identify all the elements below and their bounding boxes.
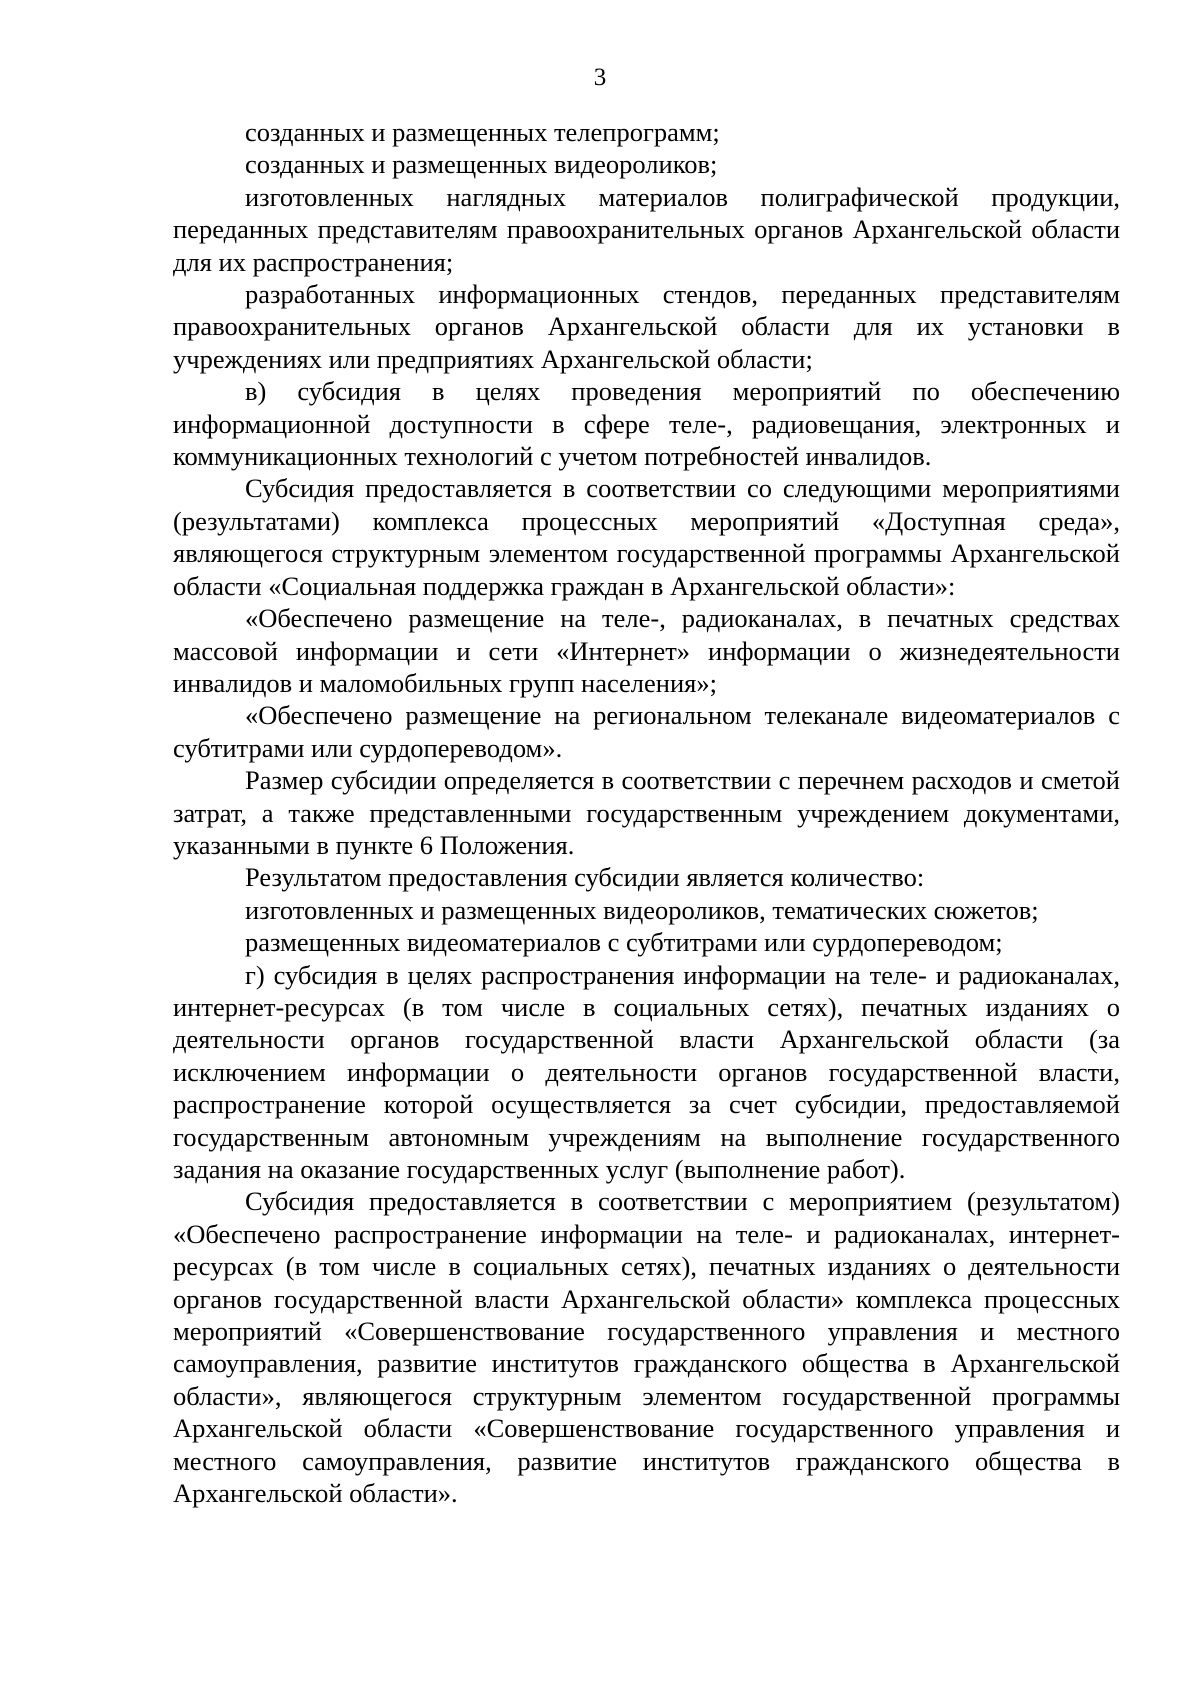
paragraph-12: размещенных видеоматериалов с субтитрами или сурдопереводом; (245, 927, 1003, 958)
paragraph-8: «Обеспечено размещение на региональном телеканале видеоматериалов с субтитрами или сурдопереводом». (173, 700, 1120, 763)
paragraph-1: созданных и размещенных телепрограмм; (245, 117, 720, 147)
document-body (173, 116, 1120, 1509)
paragraph-6: Субсидия предоставляется в соответствии со следующими мероприятиями (результатами) комплекса процессных мероприятий «Доступная среда», являющегося структурным элементом государственной программы Архангельской области «Социальная поддержка граждан в Архангельской области»: (173, 473, 1120, 601)
paragraph-13: г) субсидия в целях распространения информации на теле- и радиоканалах, интернет-ресурсах (в том числе в социальных сетях), печатных изданиях о деятельности органов государственной власти Архангельской области (за исключением информации о деятельности органов государственной власти, распространение которой осуществляется за счет субсидии, предоставляемой государственным автономным учреждениям на выполнение государственного задания на оказание государственных услуг (выполнение работ). (173, 959, 1120, 1184)
paragraph-4: разработанных информационных стендов, переданных представителям правоохранительных органов Архангельской области для их установки в учреждениях или предприятиях Архангельской области; (173, 279, 1120, 374)
paragraph-7: «Обеспечено размещение на теле-, радиоканалах, в печатных средствах массовой информации и сети «Интернет» информации о жизнедеятельности инвалидов и маломобильных групп населения»; (173, 603, 1120, 698)
paragraph-5: в) субсидия в целях проведения мероприятий по обеспечению информационной доступности в сфере теле-, радиовещания, электронных и коммуникационных технологий с учетом потребностей инвалидов. (173, 376, 1120, 472)
paragraph-14: Субсидия предоставляется в соответствии с мероприятием (результатом) «Обеспечено распространение информации на теле- и радиоканалах, интернет-ресурсах (в том числе в социальных сетях), печатных изданиях о деятельности органов государственной власти Архангельской области» комплекса процессных мероприятий «Совершенствование государственного управления и местного самоуправления, развитие институтов гражданского общества в Архангельской области», являющегося структурным элементом государственной программы Архангельской области «Совершенствование государственного управления и местного самоуправления, развитие институтов гражданского общества в Архангельской области». (173, 1186, 1120, 1509)
page-number: 3 (593, 64, 607, 91)
paragraph-2: созданных и размещенных видеороликов; (245, 149, 718, 180)
paragraph-3: изготовленных наглядных материалов полиграфической продукции, переданных представителям правоохранительных органов Архангельской области для их распространения; (173, 181, 1120, 277)
paragraph-11: изготовленных и размещенных видеороликов, тематических сюжетов; (245, 894, 1039, 925)
paragraph-9: Размер субсидии определяется в соответствии с перечнем расходов и сметой затрат, а также представленными государственным учреждением документами, указанными в пункте 6 Положения. (173, 765, 1120, 860)
paragraph-10: Результатом предоставления субсидии является количество: (245, 862, 925, 893)
